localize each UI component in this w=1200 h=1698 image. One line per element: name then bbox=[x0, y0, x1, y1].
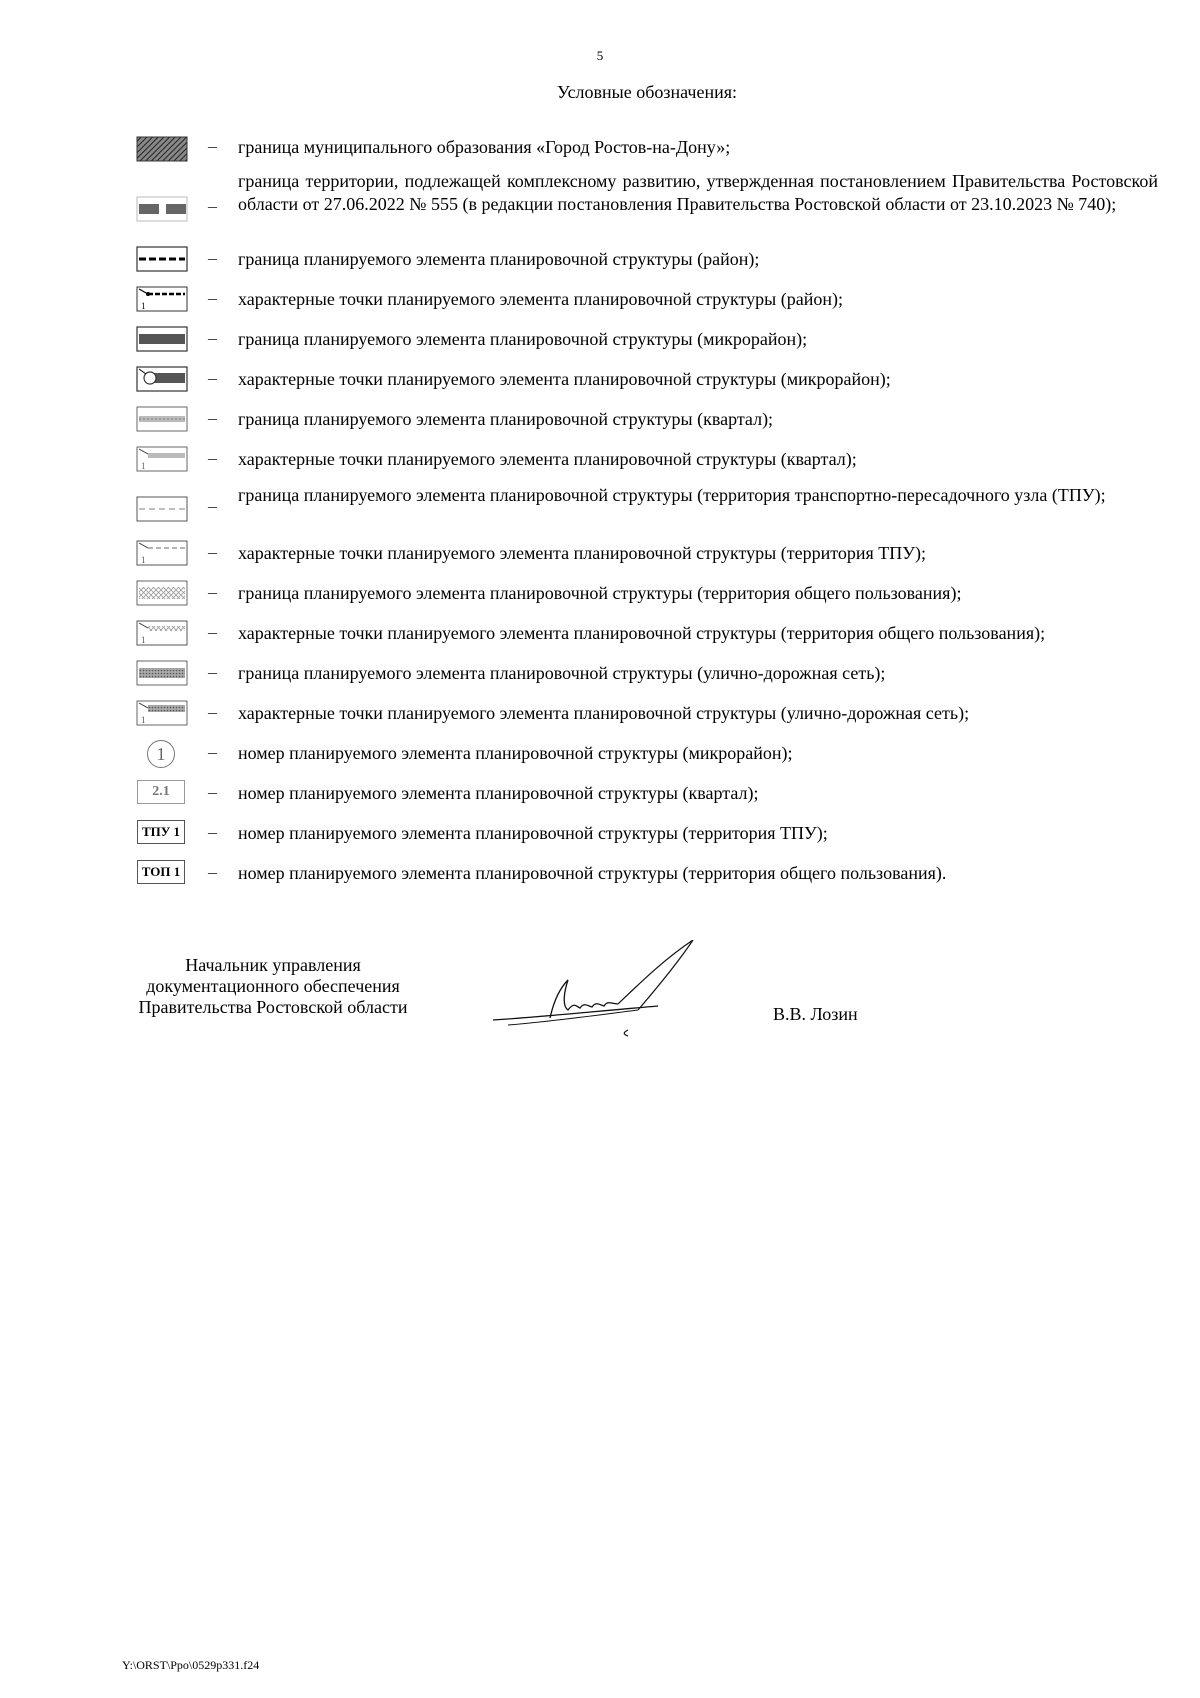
legend-text: характерные точки планируемого элемента планировочной структуры (микрорайон); bbox=[238, 369, 891, 389]
legend-text: характерные точки планируемого элемента планировочной структуры (квартал); bbox=[238, 449, 857, 469]
signatory-position-line: Начальник управления bbox=[185, 955, 361, 975]
quarter-number-symbol: 2.1 bbox=[137, 780, 185, 804]
district-points-symbol bbox=[136, 286, 188, 312]
legend-dash: – bbox=[208, 408, 217, 428]
handwritten-signature bbox=[488, 940, 728, 1040]
public-territory-boundary-symbol bbox=[136, 580, 188, 606]
point-number-label: 1 bbox=[141, 461, 146, 471]
legend-dash: – bbox=[208, 368, 217, 388]
legend-dash: – bbox=[208, 448, 217, 468]
legend-dash: – bbox=[208, 582, 217, 602]
legend-text: номер планируемого элемента планировочной структуры (территория ТПУ); bbox=[238, 823, 828, 843]
legend-text: характерные точки планируемого элемента планировочной структуры (территория ТПУ); bbox=[238, 543, 927, 563]
microdistrict-number-symbol: 1 bbox=[147, 740, 175, 768]
legend-text: характерные точки планируемого элемента планировочной структуры (район); bbox=[238, 289, 843, 309]
signatory-position bbox=[118, 955, 428, 1018]
legend-text: граница планируемого элемента планировочной структуры (микрорайон); bbox=[238, 329, 808, 349]
legend-dash: – bbox=[208, 702, 217, 722]
legend-text: номер планируемого элемента планировочной структуры (микрорайон); bbox=[238, 743, 793, 763]
legend-text: номер планируемого элемента планировочной структуры (территория общего пользования). bbox=[238, 863, 947, 883]
road-network-points-symbol bbox=[136, 700, 188, 726]
tpu-points-symbol bbox=[136, 540, 188, 566]
tpu-number-symbol: ТПУ 1 bbox=[137, 820, 185, 844]
public-territory-number-symbol: ТОП 1 bbox=[137, 860, 185, 884]
legend-title: Условные обозначения: bbox=[556, 82, 738, 102]
road-network-boundary-symbol bbox=[136, 660, 188, 686]
legend-text: граница планируемого элемента планировочной структуры (территория общего пользования); bbox=[238, 583, 962, 603]
signatory-name: В.В. Лозин bbox=[773, 1004, 858, 1024]
point-number-label: 1 bbox=[141, 635, 146, 645]
microdistrict-boundary-symbol bbox=[136, 326, 188, 352]
legend-text: характерные точки планируемого элемента планировочной структуры (улично-дорожная сеть); bbox=[238, 703, 970, 723]
tpu-boundary-symbol bbox=[136, 496, 188, 522]
legend-text: граница планируемого элемента планировочной структуры (квартал); bbox=[238, 409, 774, 429]
microdistrict-points-symbol bbox=[136, 366, 188, 392]
page-number: 5 bbox=[596, 48, 604, 63]
legend-text: граница планируемого элемента планировочной структуры (территория транспортно-пересадочного узла (ТПУ); bbox=[238, 485, 1106, 505]
point-number-label: 1 bbox=[141, 301, 146, 311]
legend-dash: – bbox=[208, 288, 217, 308]
legend-dash: – bbox=[208, 196, 217, 216]
legend-text: характерные точки планируемого элемента планировочной структуры (территория общего пользования); bbox=[238, 623, 1046, 643]
file-path-footer: Y:\ORST\Ppo\0529p331.f24 bbox=[122, 1658, 260, 1672]
legend-dash: – bbox=[208, 542, 217, 562]
legend-text: граница муниципального образования «Город Ростов-на-Дону»; bbox=[238, 137, 731, 157]
legend-dash: – bbox=[208, 822, 217, 842]
point-number-label: 1 bbox=[141, 555, 146, 565]
public-territory-points-symbol bbox=[136, 620, 188, 646]
legend-text: граница планируемого элемента планировочной структуры (улично-дорожная сеть); bbox=[238, 663, 886, 683]
signatory-position-line: Правительства Ростовской области bbox=[138, 997, 408, 1017]
legend-dash: – bbox=[208, 862, 217, 882]
municipal-boundary-symbol bbox=[136, 136, 188, 162]
legend-dash: – bbox=[208, 248, 217, 268]
legend-dash: – bbox=[208, 742, 217, 762]
legend-text: граница планируемого элемента планировочной структуры (район); bbox=[238, 249, 760, 269]
legend-dash: – bbox=[208, 328, 217, 348]
point-number-label: 1 bbox=[141, 715, 146, 725]
legend-dash: – bbox=[208, 496, 217, 516]
legend-text: граница территории, подлежащей комплексному развитию, утвержденная постановлением Правительства Ростовской области от 27.06.2022 № 555 (в редакции постановления Правительства Ростовской области от 23.10.2023 № 740); bbox=[238, 171, 1158, 214]
development-territory-symbol bbox=[136, 196, 188, 222]
legend-dash: – bbox=[208, 782, 217, 802]
legend-dash: – bbox=[208, 136, 217, 156]
legend-dash: – bbox=[208, 622, 217, 642]
legend-text: номер планируемого элемента планировочной структуры (квартал); bbox=[238, 783, 759, 803]
quarter-boundary-symbol bbox=[136, 406, 188, 432]
quarter-points-symbol bbox=[136, 446, 188, 472]
signatory-position-line: документационного обеспечения bbox=[146, 976, 400, 996]
district-boundary-symbol bbox=[136, 246, 188, 272]
legend-dash: – bbox=[208, 662, 217, 682]
